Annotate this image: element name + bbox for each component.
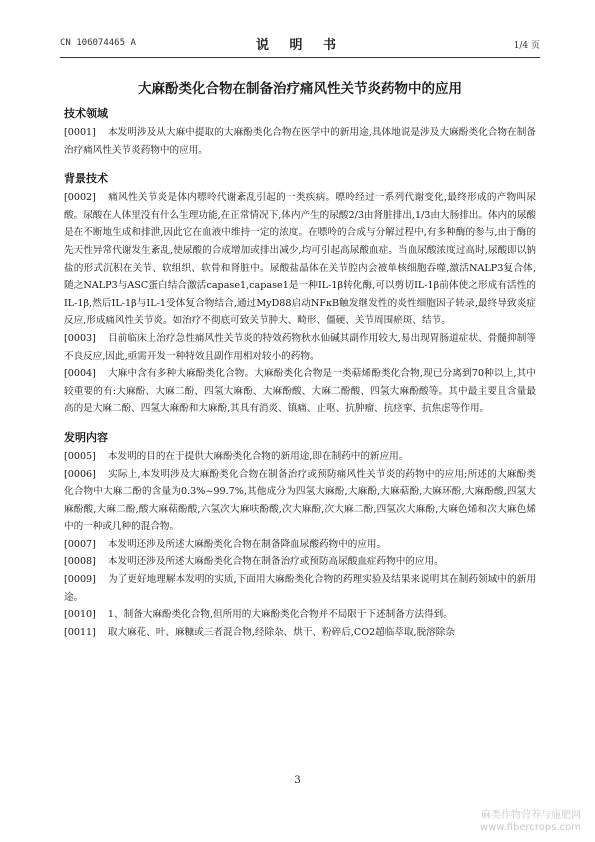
paragraph-text: 目前临床上治疗急性痛风性关节炎的特效药物秋水仙碱其副作用较大,易出现胃肠道症状、骨髓抑制等不良反应,因此,亟需开发一种特效且副作用相对较小的药物。 (64, 332, 536, 362)
paragraph-number: [0011] (64, 626, 96, 638)
page-header (60, 36, 540, 53)
section-heading-background: 背景技术 (64, 172, 108, 186)
page-number: 3 (294, 775, 301, 786)
paragraph-number: [0001] (64, 127, 96, 138)
paragraph (64, 189, 536, 330)
document-type: 说 明 书 (255, 38, 345, 53)
paragraph-number: [0009] (64, 574, 96, 586)
paragraph-text: 取大麻花、叶、麻糠或三者混合物,经除杂、烘干、粉碎后,CO2超临萃取,脱溶除杂 (107, 626, 455, 638)
paragraph (64, 330, 536, 365)
document-title: 大麻酚类化合物在制备治疗痛风性关节炎药物中的应用 (138, 81, 462, 97)
paragraph-number: [0002] (64, 192, 96, 204)
paragraph-text: 痛风性关节炎是体内嘌呤代谢紊乱引起的一类疾病。嘌呤经过一系列代谢变化,最终形成的产物叫尿酸。尿酸在人体里没有什么生理功能,在正常情况下,体内产生的尿酸2/3由肾脏排出,1/3由大肠排出。体内的尿酸是在不断地生成和排泄,因此它在血液中维持一定的浓度。在嘌呤的合成与分解过程中,有多种酶的参与,由于酶的先天性异常代谢发生紊乱,使尿酸的合成增加或排出减少,均可引起高尿酸血症。当血尿酸浓度过高时,尿酸即以钠盐的形式沉积在关节、软组织、软骨和肾脏中。尿酸盐晶体在关节腔内会被单核细胞吞噬,激活NALP3复合体,随之NALP3与ASC蛋白结合激活capase1,capase1是一种IL-1β转化酶,可以剪切IL-1β前体使之形成有活性的IL-1β,然后IL-1β与IL-1受体复合物结合,通过MyD88启动NFκB触发继发性的炎性细胞因子转录,最终导致炎症反应,形成痛风性关节炎。如治疗不彻底可致关节肿大、畸形、僵硬、关节周围瘀斑、结节。 (64, 192, 536, 327)
paragraph (64, 624, 536, 642)
paragraph-number: [0004] (64, 368, 96, 380)
document-body (64, 106, 536, 641)
paragraph-text: 本发明涉及从大麻中提取的大麻酚类化合物在医学中的新用途,具体地说是涉及大麻酚类化合物在制备治疗痛风性关节炎药物中的应用。 (64, 127, 536, 156)
paragraph-number: [0003] (64, 332, 96, 344)
paragraph (64, 571, 536, 606)
paragraph (64, 466, 536, 536)
paragraph (64, 448, 536, 466)
paragraph-number: [0007] (64, 538, 96, 550)
paragraph (64, 365, 536, 418)
document-number: CN 106074465 A (60, 38, 136, 48)
paragraph-text: 1、制备大麻酚类化合物,但所用的大麻酚类化合物并不局限于下述制备方法得到。 (107, 609, 453, 621)
page-info: 1/4 页 (513, 41, 540, 51)
paragraph-text: 本发明还涉及所述大麻酚类化合物在制备治疗或预防高尿酸血症药物中的应用。 (107, 556, 444, 568)
paragraph-number: [0006] (64, 468, 96, 480)
paragraph-number: [0010] (64, 609, 96, 621)
paragraph (64, 606, 536, 624)
header-divider (60, 57, 540, 58)
watermark (480, 810, 581, 834)
watermark-url: www.fibercrops.com (479, 822, 581, 833)
section-heading-technical-field: 技术领域 (64, 107, 108, 120)
paragraph-text: 本发明的目的在于提供大麻酚类化合物的新用途,即在制药中的新应用。 (107, 450, 409, 462)
paragraph-text: 实际上,本发明涉及大麻酚类化合物在制备治疗或预防痛风性关节炎的药物中的应用;所述的大麻酚类化合物中大麻二酚的含量为0.3%~99.7%,其他成分为四氢大麻酚,大麻酚,大麻萜酚,大麻环酚,大麻酚酸,四氢大麻酚酸,大麻二酚,酸大麻萜酚酸,六氢次大麻呋酚酸,次大麻酚,次大麻二酚,四氢次大麻酚,大麻色烯和次大麻色烯中的一种或几种的混合物。 (64, 468, 536, 533)
paragraph-text: 为了更好地理解本发明的实质,下面用大麻酚类化合物的药理实验及结果来说明其在制药领域中的新用途。 (64, 574, 536, 603)
paragraph (64, 553, 536, 571)
paragraph-text: 大麻中含有多种大麻酚类化合物。大麻酚类化合物是一类萜烯酚类化合物,现已分离到70种以上,其中较重要的有:大麻酚、大麻二酚、四氢大麻酚、大麻酚酸、大麻二酚酸、四氢大麻酚酸等。其中最主要且含量最高的是大麻二酚、四氢大麻酚和大麻酚,其具有消炎、镇痛、止呕、抗肿瘤、抗痉挛、抗焦虑等作用。 (64, 368, 536, 415)
watermark-site-name: 麻类作物营养与施肥网 (481, 810, 581, 821)
paragraph (64, 124, 536, 159)
section-heading-summary: 发明内容 (64, 430, 108, 444)
paragraph-text: 本发明还涉及所述大麻酚类化合物在制备降血尿酸药物中的应用。 (107, 538, 387, 550)
paragraph-number: [0005] (64, 450, 96, 462)
paragraph-number: [0008] (64, 556, 96, 568)
paragraph (64, 536, 536, 554)
